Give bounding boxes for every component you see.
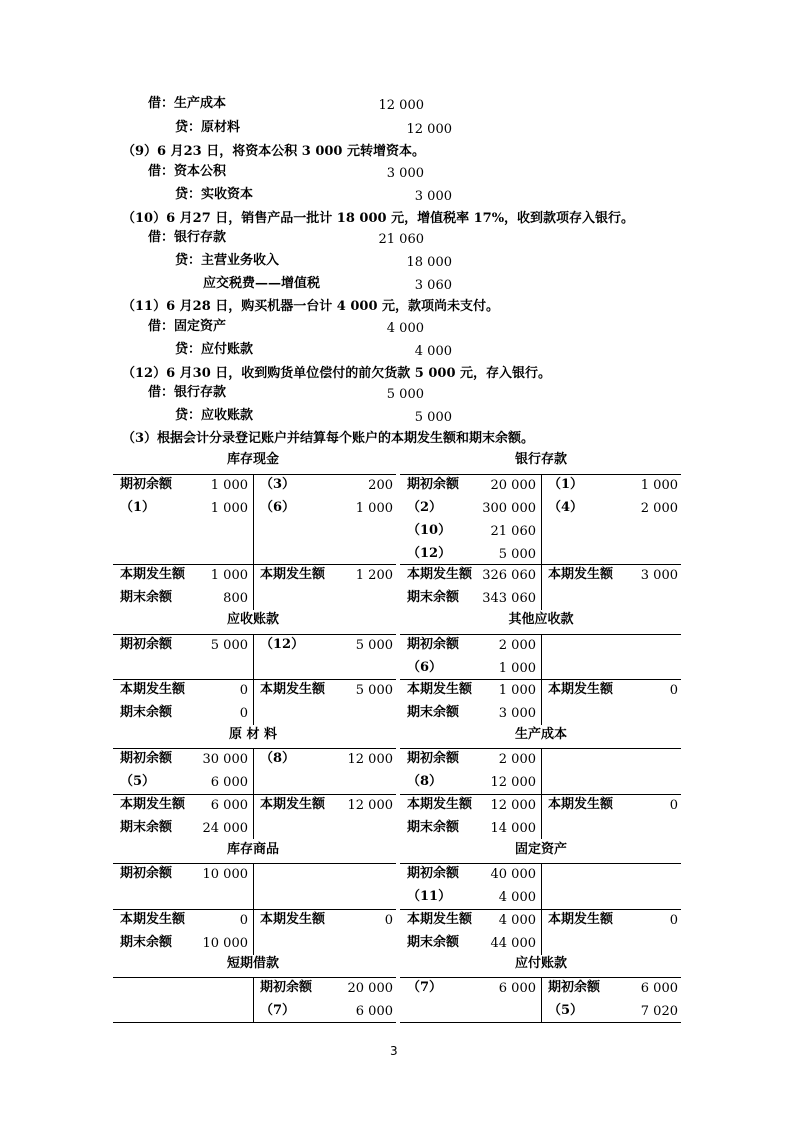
entry-label: 期初余额 (407, 477, 460, 492)
journal-line: （11）6 月28 日，购买机器一台计 4 000 元，款项尚未支付。 (122, 299, 500, 314)
t-account-divider (253, 863, 254, 955)
account-title: 原 材 料 (228, 727, 278, 742)
entry-amount: 800 (223, 591, 248, 606)
entry-label: 本期发生额 (548, 567, 614, 582)
t-account-top-line (113, 863, 396, 864)
entry-amount: 2 000 (640, 501, 678, 516)
entry-amount: 21 060 (490, 524, 536, 539)
entry-amount: 5 000 (498, 547, 536, 562)
journal-line: 借：生产成本 (148, 96, 227, 111)
entry-amount: 5 000 (210, 638, 248, 653)
entry-label: 期初余额 (548, 980, 601, 995)
account-title: 固定资产 (514, 842, 567, 857)
entry-label: 本期发生额 (120, 912, 186, 927)
t-account-mid-line (113, 909, 396, 910)
entry-label: 本期发生额 (548, 682, 614, 697)
entry-amount: 6 000 (640, 981, 678, 996)
entry-label: 期末余额 (120, 820, 173, 835)
t-account-mid-line (113, 679, 396, 680)
entry-amount: 20 000 (347, 981, 393, 996)
entry-amount: 1 000 (640, 478, 678, 493)
entry-amount: 12 000 (347, 752, 393, 767)
entry-amount: 0 (239, 706, 248, 721)
entry-label: 本期发生额 (260, 567, 326, 582)
entry-label: （5） (548, 1003, 584, 1018)
entry-label: 本期发生额 (120, 797, 186, 812)
entry-label: 期初余额 (407, 866, 460, 881)
entry-amount: 30 000 (202, 752, 248, 767)
entry-label: （8） (260, 751, 296, 766)
entry-label: （6） (407, 660, 443, 675)
entry-amount: 6 000 (355, 1004, 393, 1019)
entry-amount: 44 000 (490, 936, 536, 951)
account-title: 其他应收款 (508, 612, 574, 627)
t-account-divider (541, 748, 542, 839)
journal-line: （12）6 月30 日，收到购货单位偿付的前欠货款 5 000 元，存入银行。 (122, 366, 552, 381)
entry-label: （4） (548, 500, 584, 515)
entry-amount: 1 000 (498, 683, 536, 698)
entry-label: 本期发生额 (548, 797, 614, 812)
entry-amount: 7 020 (640, 1004, 678, 1019)
entry-label: 期末余额 (407, 820, 460, 835)
entry-label: （12） (407, 546, 452, 561)
t-account-mid-line (113, 794, 396, 795)
entry-label: 本期发生额 (407, 567, 473, 582)
entry-amount: 3 000 (498, 706, 536, 721)
entry-label: （1） (548, 477, 584, 492)
entry-amount: 0 (669, 683, 678, 698)
entry-amount: 6 000 (210, 798, 248, 813)
journal-amount: 3 000 (386, 166, 424, 181)
entry-label: 本期发生额 (548, 912, 614, 927)
entry-label: 期初余额 (120, 637, 173, 652)
entry-amount: 0 (669, 798, 678, 813)
entry-label: （7） (407, 980, 443, 995)
account-title: 库存现金 (226, 452, 279, 467)
journal-line: （3）根据会计分录登记账户并结算每个账户的本期发生额和期末余额。 (122, 431, 535, 446)
entry-amount: 0 (239, 913, 248, 928)
entry-amount: 1 000 (498, 661, 536, 676)
t-account-divider (253, 977, 254, 1022)
entry-label: 本期发生额 (260, 682, 326, 697)
entry-amount: 2 000 (498, 752, 536, 767)
t-account-top-line (113, 748, 396, 749)
entry-amount: 10 000 (202, 936, 248, 951)
entry-amount: 2 000 (498, 638, 536, 653)
t-account-bottom-line (113, 1022, 396, 1023)
entry-amount: 1 000 (355, 501, 393, 516)
entry-label: 期末余额 (407, 935, 460, 950)
entry-label: 本期发生额 (407, 912, 473, 927)
entry-amount: 300 000 (482, 501, 536, 516)
entry-amount: 343 060 (482, 591, 536, 606)
entry-label: 本期发生额 (260, 912, 326, 927)
entry-amount: 12 000 (347, 798, 393, 813)
journal-amount: 5 000 (414, 410, 452, 425)
entry-amount: 5 000 (355, 683, 393, 698)
entry-label: 期初余额 (120, 751, 173, 766)
entry-amount: 12 000 (490, 798, 536, 813)
entry-amount: 4 000 (498, 913, 536, 928)
journal-amount: 12 000 (378, 98, 424, 113)
entry-label: 本期发生额 (407, 797, 473, 812)
t-account-top-line (113, 634, 396, 635)
entry-amount: 1 000 (210, 501, 248, 516)
entry-label: 本期发生额 (407, 682, 473, 697)
entry-label: （5） (120, 774, 156, 789)
journal-amount: 3 060 (414, 278, 452, 293)
t-account-divider (541, 474, 542, 610)
journal-line: 借：银行存款 (148, 230, 227, 245)
t-account-top-line (113, 977, 396, 978)
entry-label: 期末余额 (120, 935, 173, 950)
entry-label: 期初余额 (120, 477, 173, 492)
entry-amount: 20 000 (490, 478, 536, 493)
account-title: 生产成本 (514, 727, 567, 742)
account-title: 短期借款 (226, 956, 279, 971)
page-number: 3 (390, 1044, 398, 1058)
entry-label: （8） (407, 774, 443, 789)
entry-label: （6） (260, 500, 296, 515)
account-title: 应收账款 (226, 612, 279, 627)
t-account-divider (253, 634, 254, 725)
journal-line: 贷：实收资本 (175, 187, 254, 202)
entry-label: 期初余额 (260, 980, 313, 995)
t-account-divider (541, 634, 542, 725)
t-account-mid-line (113, 564, 396, 565)
t-account-divider (541, 863, 542, 955)
entry-amount: 3 000 (640, 568, 678, 583)
journal-line: 借：资本公积 (148, 164, 227, 179)
entry-label: （11） (407, 889, 452, 904)
t-account-top-line (113, 474, 396, 475)
entry-amount: 14 000 (490, 821, 536, 836)
t-account-divider (253, 748, 254, 839)
entry-amount: 6 000 (498, 981, 536, 996)
journal-amount: 4 000 (386, 321, 424, 336)
journal-line: （9）6 月23 日，将资本公积 3 000 元转增资本。 (122, 144, 425, 159)
entry-amount: 1 200 (355, 568, 393, 583)
entry-label: 本期发生额 (260, 797, 326, 812)
entry-amount: 1 000 (210, 568, 248, 583)
entry-label: （7） (260, 1003, 296, 1018)
journal-line: 借：固定资产 (148, 319, 227, 334)
journal-line: 贷：主营业务收入 (175, 253, 280, 268)
entry-label: （3） (260, 477, 296, 492)
t-account-divider (253, 474, 254, 610)
journal-line: （10）6 月27 日，销售产品一批计 18 000 元，增值税率 17%，收到款项存入银行。 (122, 211, 635, 226)
journal-line: 贷：原材料 (175, 120, 241, 135)
entry-amount: 0 (384, 913, 393, 928)
entry-label: 期末余额 (120, 705, 173, 720)
journal-line: 贷：应收账款 (175, 408, 254, 423)
journal-amount: 12 000 (406, 122, 452, 137)
entry-amount: 1 000 (210, 478, 248, 493)
entry-amount: 12 000 (490, 775, 536, 790)
account-title: 银行存款 (514, 452, 567, 467)
entry-amount: 40 000 (490, 867, 536, 882)
entry-label: 期末余额 (407, 590, 460, 605)
entry-label: （2） (407, 500, 443, 515)
journal-line: 应交税费——增值税 (203, 276, 321, 291)
t-account-divider (541, 977, 542, 1022)
entry-amount: 5 000 (355, 638, 393, 653)
entry-amount: 200 (368, 478, 393, 493)
account-title: 库存商品 (226, 842, 279, 857)
entry-label: 期末余额 (407, 705, 460, 720)
entry-label: 本期发生额 (120, 567, 186, 582)
entry-label: 期初余额 (120, 866, 173, 881)
entry-amount: 6 000 (210, 775, 248, 790)
entry-label: （1） (120, 500, 156, 515)
entry-label: 期初余额 (407, 751, 460, 766)
entry-amount: 0 (239, 683, 248, 698)
account-title: 应付账款 (514, 956, 567, 971)
entry-label: （10） (407, 523, 452, 538)
entry-amount: 326 060 (482, 568, 536, 583)
entry-amount: 0 (669, 913, 678, 928)
journal-line: 借：银行存款 (148, 385, 227, 400)
entry-amount: 4 000 (498, 890, 536, 905)
entry-label: 期初余额 (407, 637, 460, 652)
entry-amount: 10 000 (202, 867, 248, 882)
journal-amount: 18 000 (406, 255, 452, 270)
journal-line: 贷：应付账款 (175, 342, 254, 357)
entry-amount: 24 000 (202, 821, 248, 836)
t-account-bottom-line (400, 1022, 681, 1023)
entry-label: 期末余额 (120, 590, 173, 605)
journal-amount: 4 000 (414, 344, 452, 359)
entry-label: （12） (260, 637, 305, 652)
journal-amount: 5 000 (386, 387, 424, 402)
entry-label: 本期发生额 (120, 682, 186, 697)
journal-amount: 21 060 (378, 232, 424, 247)
journal-amount: 3 000 (414, 189, 452, 204)
